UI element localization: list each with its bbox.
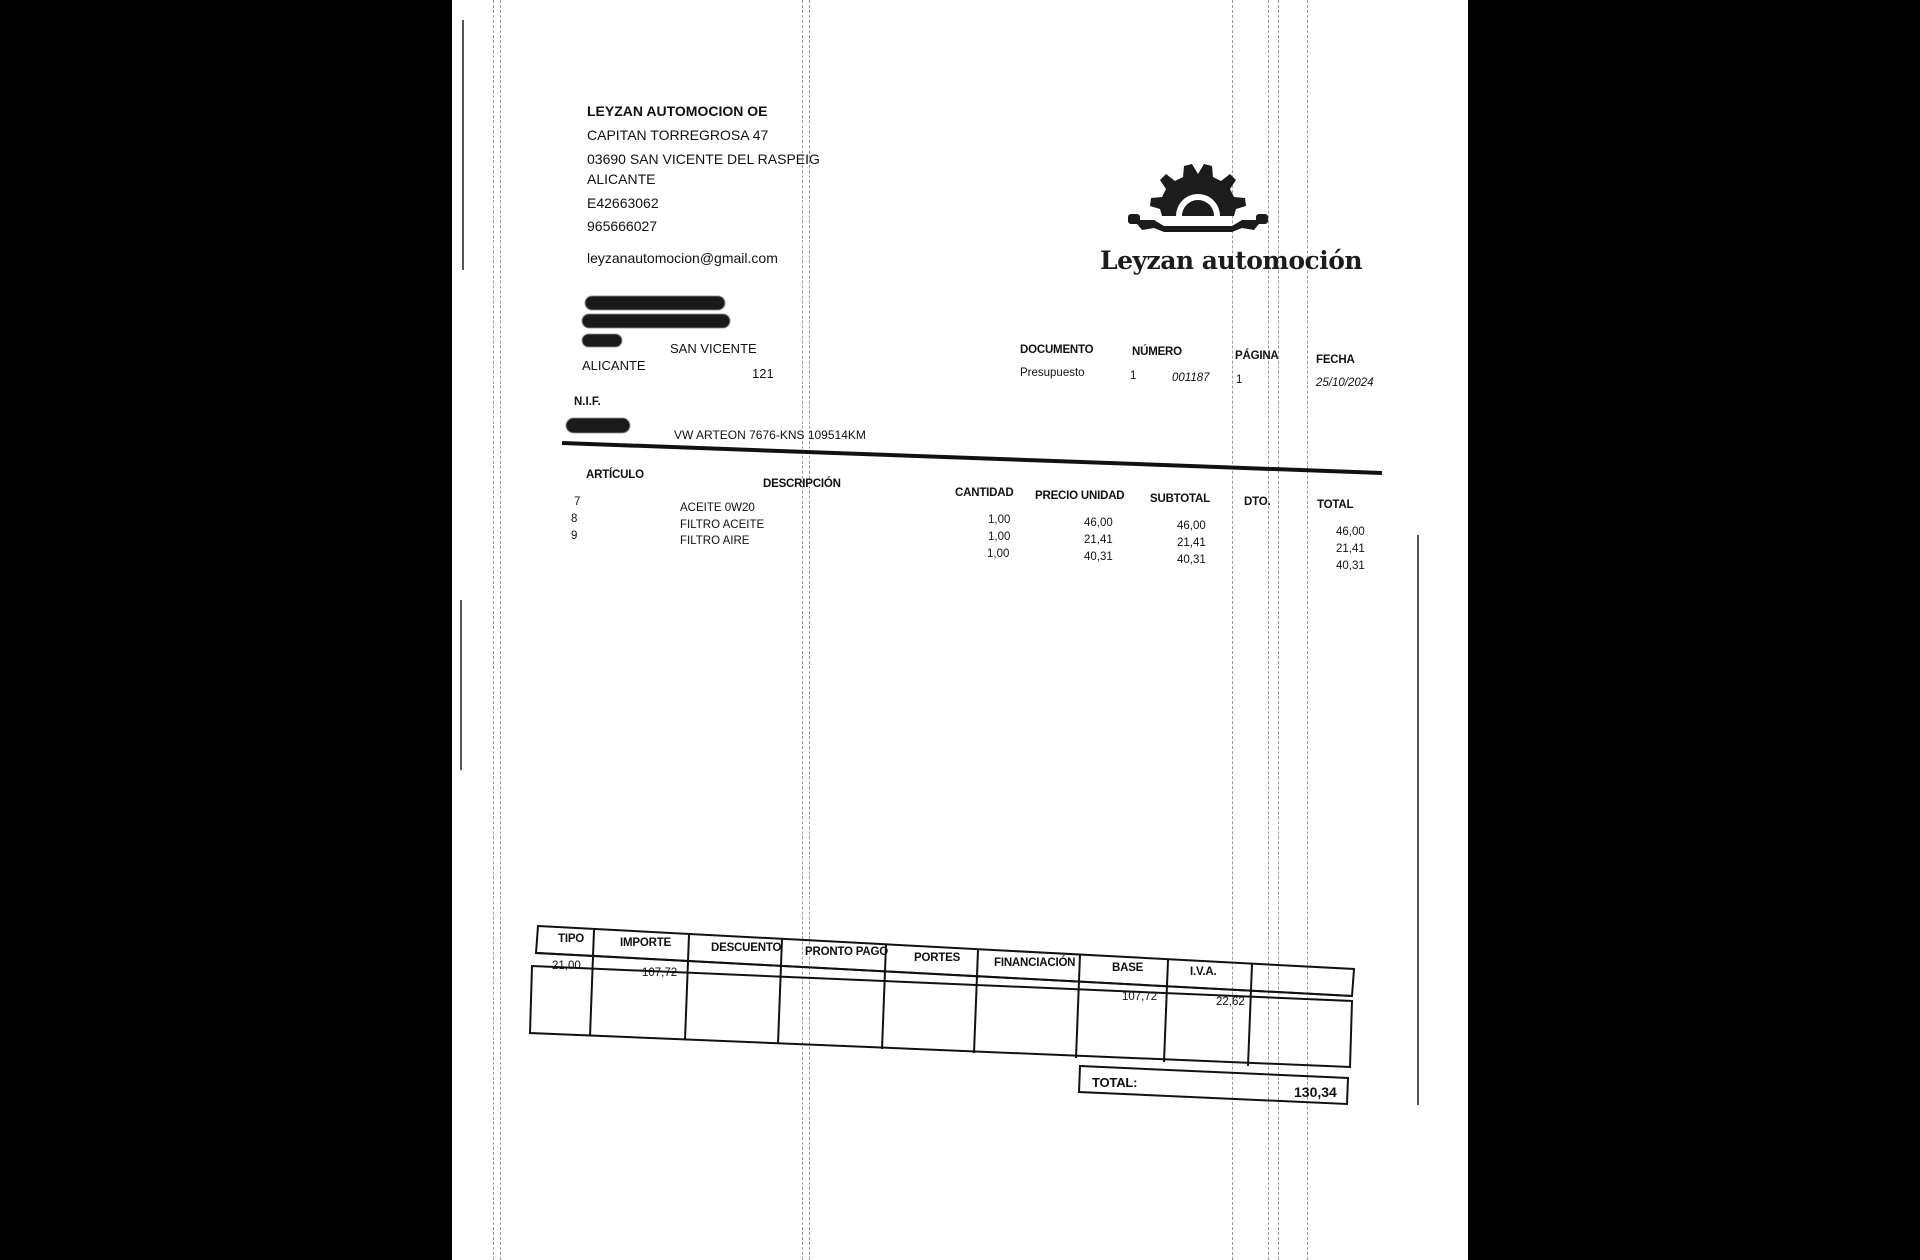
fecha-label: FECHA (1316, 354, 1355, 366)
item-articulo: 8 (571, 513, 578, 525)
descuento-header: DESCUENTO (711, 942, 782, 954)
vehicle-info: VW ARTEON 7676-KNS 109514KM (674, 428, 866, 442)
col-articulo-header: ARTÍCULO (586, 469, 644, 481)
item-precio: 21,41 (1084, 534, 1113, 546)
item-descripcion: FILTRO ACEITE (680, 519, 765, 531)
company-city: 03690 SAN VICENTE DEL RASPEIG (587, 151, 820, 167)
item-total: 40,31 (1336, 560, 1365, 572)
item-precio: 40,31 (1084, 551, 1113, 563)
company-email: leyzanautomocion@gmail.com (587, 250, 778, 266)
item-total: 21,41 (1336, 543, 1365, 555)
item-descripcion: ACEITE 0W20 (680, 502, 755, 514)
item-articulo: 7 (574, 496, 581, 508)
importe-header: IMPORTE (620, 937, 671, 949)
item-descripcion: FILTRO AIRE (680, 535, 750, 547)
financiacion-header: FINANCIACIÓN (994, 957, 1076, 969)
documento-value: Presupuesto (1020, 367, 1085, 379)
base-value: 107,72 (1122, 991, 1158, 1003)
col-dto-header: DTO. (1244, 496, 1271, 508)
numero-value: 001187 (1172, 372, 1210, 384)
pagina-label: PÁGINA (1235, 350, 1279, 362)
tipo-header: TIPO (558, 933, 585, 945)
company-phone: 965666027 (587, 218, 658, 234)
col-subtotal-header: SUBTOTAL (1150, 493, 1210, 505)
company-street: CAPITAN TORREGROSA 47 (587, 127, 769, 143)
scanned-document-page (452, 0, 1468, 1260)
tax-summary-table (452, 0, 1468, 1260)
base-header: BASE (1112, 962, 1144, 974)
iva-header: I.V.A. (1190, 966, 1217, 978)
portes-header: PORTES (914, 952, 961, 964)
item-cantidad: 1,00 (988, 531, 1011, 543)
customer-town: SAN VICENTE (670, 341, 757, 356)
logo-text: Leyzan automoción (1100, 246, 1363, 275)
item-subtotal: 46,00 (1177, 520, 1206, 532)
numero-label: NÚMERO (1132, 346, 1182, 358)
company-province: ALICANTE (587, 171, 656, 187)
fecha-value: 25/10/2024 (1316, 377, 1374, 389)
item-articulo: 9 (571, 530, 578, 542)
item-precio: 46,00 (1084, 517, 1113, 529)
documento-label: DOCUMENTO (1020, 344, 1094, 356)
company-name: LEYZAN AUTOMOCION OE (587, 103, 768, 119)
col-precio-header: PRECIO UNIDAD (1035, 490, 1125, 502)
pronto-pago-header: PRONTO PAGO (805, 946, 888, 958)
tipo-value: 21,00 (552, 960, 581, 972)
grand-total-label: TOTAL: (1092, 1075, 1138, 1090)
iva-value: 22,62 (1216, 996, 1245, 1008)
item-subtotal: 21,41 (1177, 537, 1206, 549)
pagina-value: 1 (1236, 374, 1243, 386)
item-total: 46,00 (1336, 526, 1365, 538)
customer-nif-label: N.I.F. (574, 396, 601, 408)
item-subtotal: 40,31 (1177, 554, 1206, 566)
col-total-header: TOTAL (1317, 499, 1354, 511)
col-cantidad-header: CANTIDAD (955, 487, 1014, 499)
col-descripcion-header: DESCRIPCIÓN (763, 478, 841, 490)
importe-value: 107,72 (642, 967, 678, 979)
item-cantidad: 1,00 (988, 514, 1011, 526)
company-nif: E42663062 (587, 195, 659, 211)
customer-number: 121 (752, 366, 774, 381)
grand-total-value: 130,34 (1294, 1084, 1337, 1100)
item-cantidad: 1,00 (987, 548, 1010, 560)
customer-province: ALICANTE (582, 358, 646, 373)
numero-series: 1 (1130, 370, 1137, 382)
